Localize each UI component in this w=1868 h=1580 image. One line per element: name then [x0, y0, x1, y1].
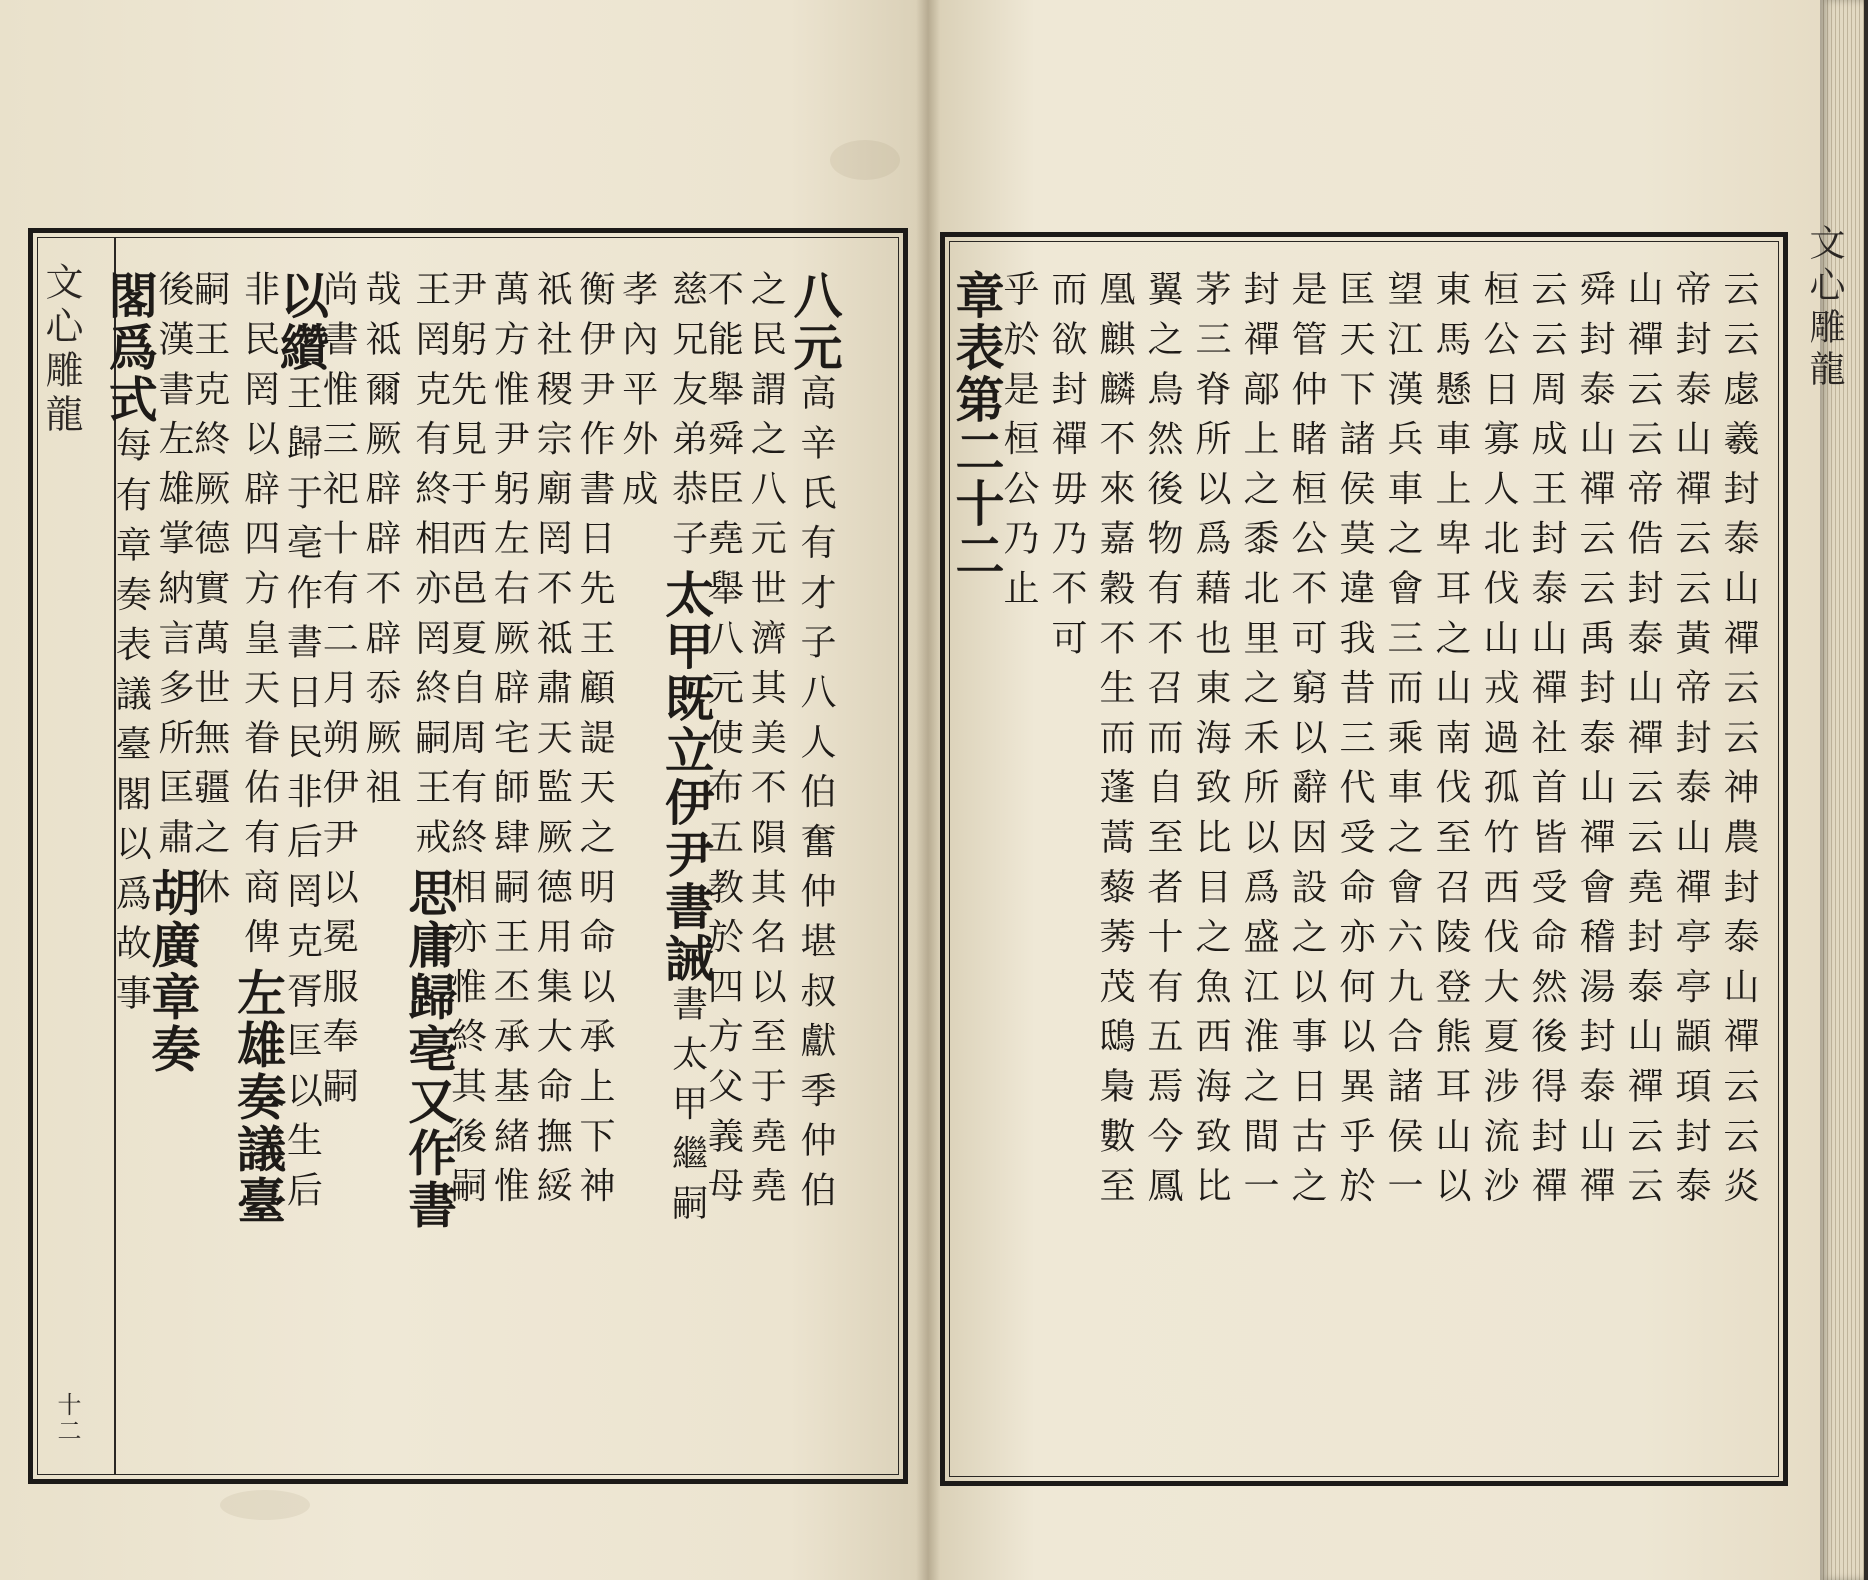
commentary-text: 之民謂之八元世濟其美不隕其名以至于堯堯 [745, 270, 787, 1217]
commentary-text: 不能舉舜臣堯舉八元使布五教於四方父義母 [702, 270, 744, 1217]
commentary-text: 是管仲睹桓公不可窮以辭因設之以事日古之 [1286, 270, 1327, 1217]
paper-stain [830, 140, 900, 180]
right-page-column [1526, 270, 1567, 1217]
main-text: 太甲既立伊尹書誡 [657, 568, 716, 985]
commentary-text: 帝封泰山禪云云黃帝封泰山禪亭亭顓頊封泰 [1670, 270, 1711, 1217]
commentary-text: 慈兄友弟恭子 [666, 270, 708, 569]
right-page-column [1334, 270, 1375, 1217]
commentary-text: 孝內平外成 [616, 270, 658, 519]
commentary-text: 祇社稷宗廟罔不祗肅天監厥德用集大命撫綏 [531, 270, 573, 1217]
right-page-column [1430, 270, 1471, 1217]
main-text: 八元 [786, 270, 844, 374]
commentary-text: 而欲封禪毋乃不可 [1046, 270, 1087, 669]
commentary-text: 後漢書左雄掌納言多所匡肅 [153, 270, 194, 868]
left-page-column [400, 270, 459, 1232]
commentary-text: 望江漢兵車之會三而乘車之會六九合諸侯一 [1382, 270, 1423, 1217]
commentary-text: 山禪云云帝俈封泰山禪云云堯封泰山禪云云 [1622, 270, 1663, 1217]
commentary-text: 舜封泰山禪云云禹封泰山禪會稽湯封泰山禪 [1574, 270, 1615, 1217]
right-page-column [1670, 270, 1711, 1217]
right-page-column [1190, 270, 1231, 1217]
margin-book-title-right: 文心雕龍 [1804, 224, 1845, 392]
commentary-text: 嗣王克終厥德實萬世無疆之休 [188, 270, 230, 918]
right-page-column [1382, 270, 1423, 1217]
edge-shadow [1864, 0, 1868, 1580]
commentary-text: 云云周成王封泰山禪社首皆受命然後得封禪 [1526, 270, 1567, 1217]
paper-stain [220, 1490, 310, 1520]
commentary-text: 書太甲繼嗣 [666, 984, 708, 1234]
commentary-text: 每有章奏表議臺閣以爲故事 [110, 426, 152, 1024]
right-page-column [1718, 270, 1759, 1217]
commentary-text: 王罔克有終相亦罔終嗣王戒 [409, 270, 451, 868]
commentary-text: 茅三脊所以爲藉也東海致比目之魚西海致比 [1190, 270, 1231, 1217]
commentary-text: 凰麒麟不來嘉穀不生而蓬蒿藜莠茂鴟梟數至 [1094, 270, 1135, 1217]
right-page-column [1142, 270, 1183, 1217]
main-text: 思庸歸亳又作書 [400, 867, 459, 1232]
right-page-column [1478, 270, 1519, 1217]
commentary-text: 桓公日寡人北伐山戎過孤竹西伐大夏涉流沙 [1478, 270, 1519, 1217]
commentary-text: 翼之鳥然後物有不召而自至者十有五焉今鳳 [1142, 270, 1183, 1217]
right-page-column [1094, 270, 1135, 1217]
main-text: 閣爲式 [101, 270, 160, 426]
commentary-text: 王歸于亳作書日民非后罔克胥匡以生后 [281, 374, 323, 1221]
left-page-column [101, 270, 160, 1024]
right-page-column [948, 270, 1006, 582]
left-page-column [786, 270, 844, 1221]
book-gutter [916, 0, 940, 1580]
left-page-column [360, 270, 401, 818]
left-page-column [657, 270, 716, 1234]
commentary-text: 尹躬先見于西邑夏自周有終相亦惟終其後嗣 [445, 270, 487, 1217]
commentary-text: 東馬懸車上卑耳之山南伐至召陵登熊耳山以 [1430, 270, 1471, 1217]
right-page-column [1046, 270, 1087, 669]
right-page-column [1238, 270, 1279, 1217]
left-page-column [574, 270, 615, 1217]
main-text: 胡廣章奏 [144, 867, 202, 1076]
left-page-column [488, 270, 530, 1217]
right-page-column [1574, 270, 1615, 1217]
left-page-column [531, 270, 573, 1217]
left-page-column [229, 270, 288, 1228]
right-page-column [1622, 270, 1663, 1217]
margin-book-title: 文心雕龍 [39, 262, 83, 438]
commentary-text: 哉祗爾厥辟辟不辟忝厥祖 [360, 270, 401, 818]
left-page-column [745, 270, 787, 1217]
commentary-text: 萬方惟尹躬左右厥辟宅師肆嗣王丕承基緒惟 [488, 270, 530, 1217]
main-text: 章表第二十二 [948, 270, 1006, 582]
commentary-text: 衡伊尹作書日先王顧諟天之明命以承上下神 [574, 270, 615, 1217]
commentary-text: 封禪鄗上之黍北里之禾所以爲盛江淮之間一 [1238, 270, 1279, 1217]
commentary-text: 乎於是桓公乃止 [998, 270, 1039, 619]
main-text: 左雄奏議臺 [229, 967, 288, 1228]
commentary-text: 高辛氏有才子八人伯奮仲堪叔獻季仲伯 [795, 374, 836, 1221]
commentary-text: 云云虙羲封泰山禪云云神農封泰山禪云云炎 [1718, 270, 1759, 1217]
right-page-column [1286, 270, 1327, 1217]
main-text: 以纘 [272, 270, 331, 374]
commentary-text: 匡天下諸侯莫違我昔三代受命亦何以異乎於 [1334, 270, 1375, 1217]
left-page-column [616, 270, 658, 519]
margin-page-number: 十二 [53, 1392, 81, 1444]
commentary-text: 尚書惟三祀十有二月朔伊尹以冕服奉嗣 [317, 270, 359, 1117]
commentary-text: 非民罔以辟四方皇天眷佑有商俾 [238, 270, 280, 968]
